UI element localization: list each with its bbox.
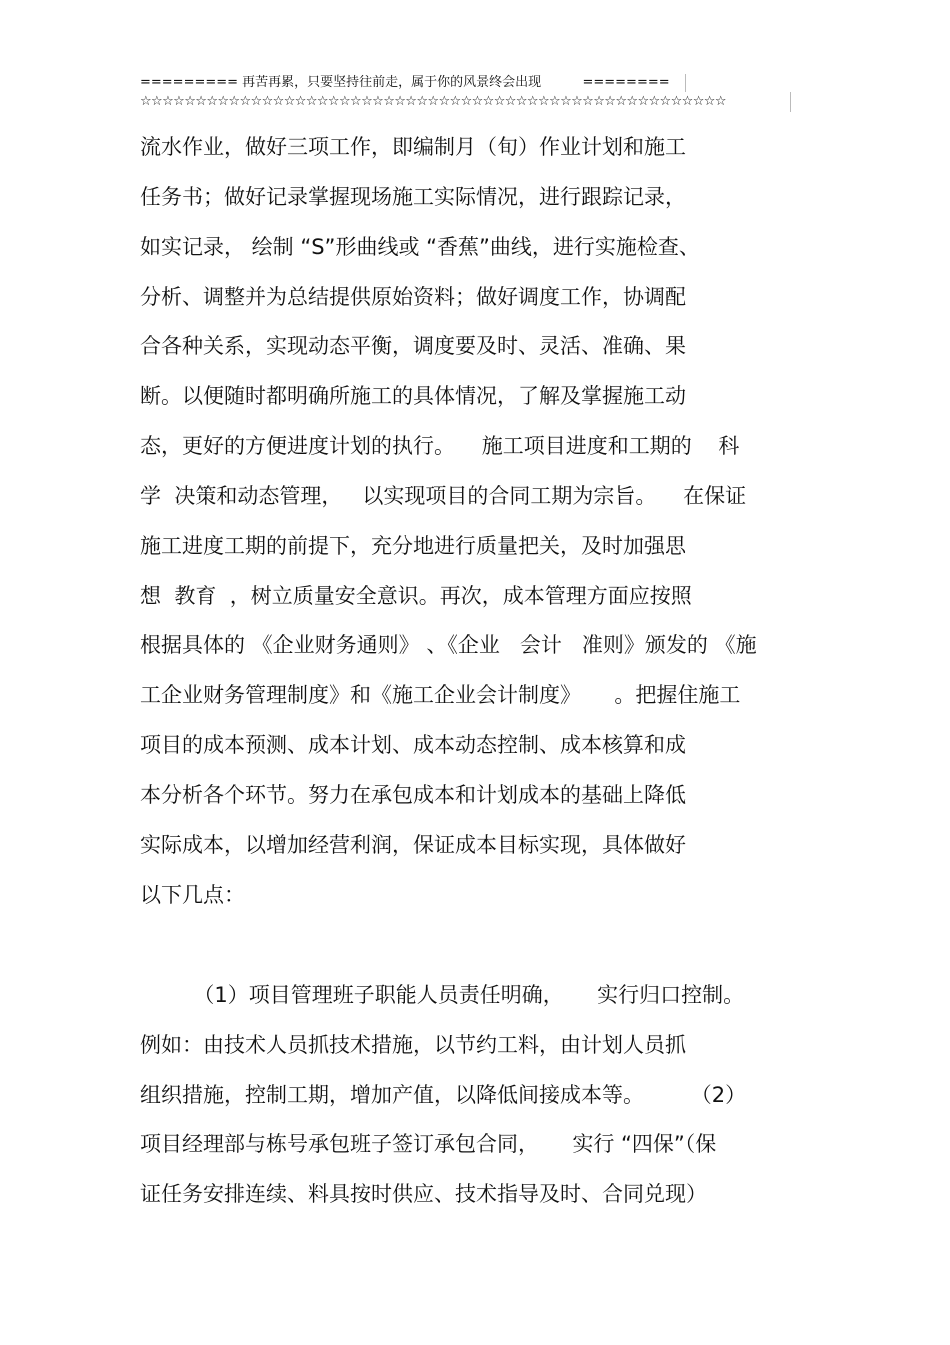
text-line: 施工进度工期的前提下，充分地进行质量把关，及时加强思 — [140, 534, 686, 558]
text-line: 组织措施，控制工期，增加产值，以降低间接成本等。 （2） — [140, 1083, 747, 1107]
text-line: 根据具体的 《企业财务通则》 、《企业 会计 准则》颁发的 《施 — [140, 633, 757, 657]
text-line: 想 教育 ，树立质量安全意识。再次，成本管理方面应按照 — [140, 584, 692, 608]
text-line: （1）项目管理班子职能人员责任明确， 实行归口控制。 — [140, 983, 745, 1007]
text-line: 态，更好的方便进度计划的执行。 施工项目进度和工期的 科 — [140, 434, 740, 458]
text-line: 项目经理部与栋号承包班子签订承包合同， 实行 “四保”（保 — [140, 1132, 717, 1156]
text-line: 项目的成本预测、成本计划、成本动态控制、成本核算和成 — [140, 733, 686, 757]
text-line: 证任务安排连续、料具按时供应、技术指导及时、合同兑现） — [140, 1182, 707, 1206]
header-motto: ========= 再苦再累，只要坚持往前走，属于你的风景终会出现 ======== — [140, 74, 686, 92]
text-line: 实际成本，以增加经营利润，保证成本目标实现，具体做好 — [140, 833, 686, 857]
text-line: 例如：由技术人员抓技术措施，以节约工料，由计划人员抓 — [140, 1033, 686, 1057]
text-line: 分析、调整并为总结提供原始资料；做好调度工作，协调配 — [140, 285, 686, 309]
text-line: 任务书；做好记录掌握现场施工实际情况，进行跟踪记录， — [140, 185, 686, 209]
text-line: 如实记录， 绘制 “S”形曲线或 “香蕉”曲线，进行实施检查、 — [140, 235, 700, 259]
text-line: 学 决策和动态管理， 以实现项目的合同工期为宗旨。 在保证 — [140, 484, 747, 508]
text-line: 合各种关系，实现动态平衡，调度要及时、灵活、准确、果 — [140, 334, 686, 358]
text-line: 以下几点： — [140, 883, 245, 907]
text-line: 流水作业，做好三项工作，即编制月（旬）作业计划和施工 — [140, 135, 686, 159]
text-line: 本分析各个环节。努力在承包成本和计划成本的基础上降低 — [140, 783, 686, 807]
text-line: 工企业财务管理制度》和《施工企业会计制度》 。把握住施工 — [140, 683, 741, 707]
text-line: 断。以便随时都明确所施工的具体情况，了解及掌握施工动 — [140, 384, 686, 408]
header-stars: ☆☆☆☆☆☆☆☆☆☆☆☆☆☆☆☆☆☆☆☆☆☆☆☆☆☆☆☆☆☆☆☆☆☆☆☆☆☆☆☆☆☆☆☆☆☆☆☆☆☆☆☆☆ — [140, 92, 791, 112]
